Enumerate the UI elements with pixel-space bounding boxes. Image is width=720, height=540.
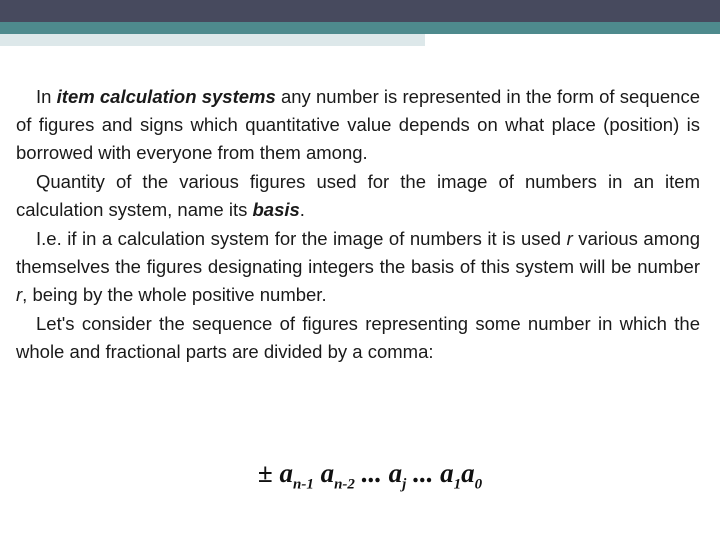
paragraph-1 bbox=[16, 83, 700, 167]
header-bar-dark bbox=[0, 0, 720, 22]
formula-term: a bbox=[320, 458, 335, 488]
header-bar-teal bbox=[0, 22, 720, 34]
p3-lead: I.e. if in a calculation system for the image of numbers it is used bbox=[36, 228, 567, 249]
paragraph-4 bbox=[16, 310, 700, 366]
formula-term: a bbox=[440, 458, 454, 488]
formula-subscript: n-2 bbox=[334, 476, 355, 493]
paragraph-3 bbox=[16, 225, 700, 309]
paragraph-2 bbox=[16, 168, 700, 224]
p4-text: Let's consider the sequence of figures representing some number in which the whole and fractional parts are divided by a comma: bbox=[16, 313, 700, 362]
formula-term: a bbox=[461, 458, 475, 488]
p3-mid: various among themselves the figures designating integers the basis of this system will be number bbox=[16, 228, 701, 277]
slide-body bbox=[16, 83, 700, 367]
p2-lead: Quantity of the various figures used for the image of numbers in an item calculation system, name its bbox=[16, 171, 700, 220]
header-bar-light bbox=[0, 34, 425, 46]
formula-ellipsis: ... bbox=[413, 458, 434, 488]
plus-minus-sign: ± bbox=[257, 458, 273, 488]
formula-term: a bbox=[279, 458, 293, 488]
term-item-calculation-systems: item calculation systems bbox=[56, 86, 276, 107]
number-formula bbox=[0, 458, 720, 493]
p3-end: , being by the whole positive number. bbox=[22, 284, 327, 305]
formula-subscript: 0 bbox=[474, 476, 483, 493]
p1-lead: In bbox=[36, 86, 57, 107]
p1-rest: any number is represented in the form of sequence of figures and signs which quantitative value depends on what place (position) is borrowed with everyone from them among. bbox=[16, 86, 701, 163]
formula-term: a bbox=[388, 458, 403, 488]
formula-subscript: j bbox=[402, 476, 407, 493]
p2-end: . bbox=[299, 199, 305, 220]
formula-subscript: n-1 bbox=[292, 476, 314, 493]
term-basis: basis bbox=[252, 199, 300, 220]
variable-r: r bbox=[16, 284, 23, 305]
formula-ellipsis: ... bbox=[361, 458, 382, 488]
formula-subscript: 1 bbox=[453, 476, 462, 493]
variable-r: r bbox=[566, 228, 573, 249]
